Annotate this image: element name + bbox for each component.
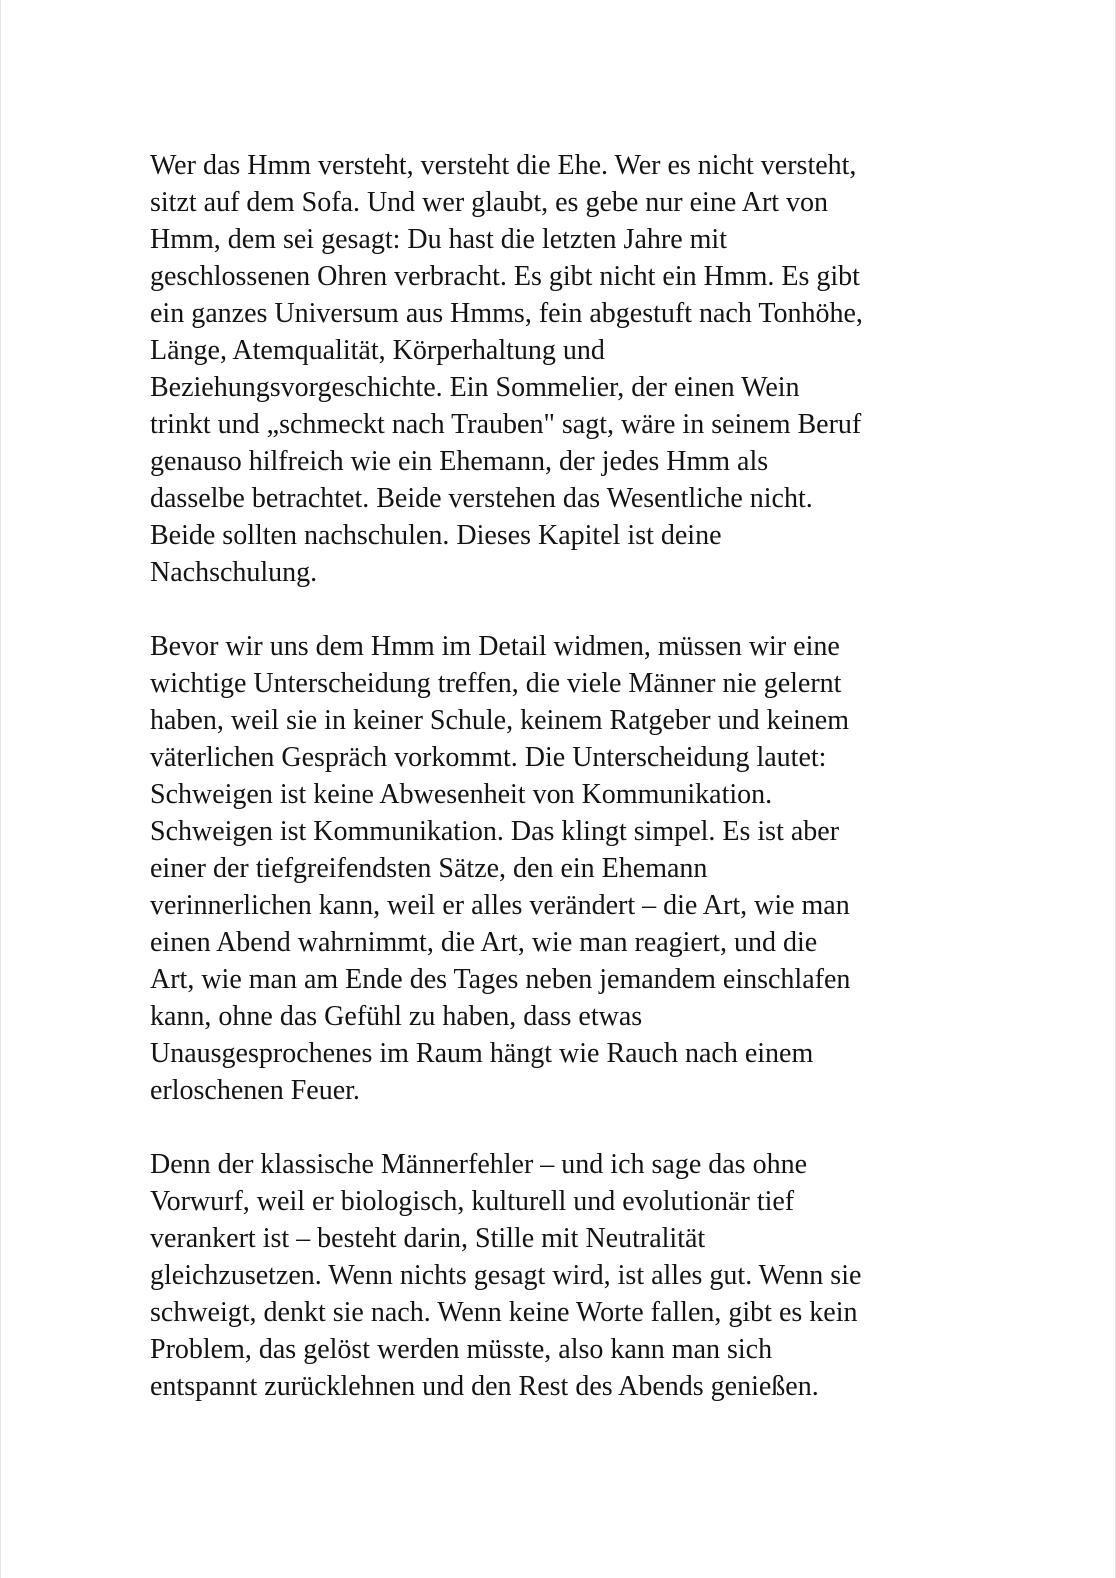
paragraph-spacer (150, 591, 970, 628)
text-line: Vorwurf, weil er biologisch, kulturell und evolutionär tief (150, 1186, 795, 1217)
text-line: sitzt auf dem Sofa. Und wer glaubt, es gebe nur eine Art von (150, 187, 829, 218)
text-line: Schweigen ist Kommunikation. Das klingt simpel. Es ist aber (150, 816, 840, 847)
text-line: Wer das Hmm versteht, versteht die Ehe. Wer es nicht versteht, (150, 150, 857, 181)
text-line: Beziehungsvorgeschichte. Ein Sommelier, der einen Wein (150, 372, 800, 403)
text-line: ein ganzes Universum aus Hmms, fein abgestuft nach Tonhöhe, (150, 298, 863, 329)
text-line: trinkt und „schmeckt nach Trauben" sagt, wäre in seinem Beruf (150, 409, 862, 440)
text-line: entspannt zurücklehnen und den Rest des Abends genießen. (150, 1371, 819, 1402)
paragraph-spacer (150, 1109, 970, 1146)
text-line: Denn der klassische Männerfehler – und ich sage das ohne (150, 1149, 808, 1180)
text-line: kann, ohne das Gefühl zu haben, dass etwas (150, 1001, 643, 1032)
text-line: väterlichen Gespräch vorkommt. Die Unterscheidung lautet: (150, 742, 827, 773)
text-line: Länge, Atemqualität, Körperhaltung und (150, 335, 605, 366)
text-line: Problem, das gelöst werden müsste, also kann man sich (150, 1334, 773, 1365)
text-line: wichtige Unterscheidung treffen, die viele Männer nie gelernt (150, 668, 842, 699)
text-line: gleichzusetzen. Wenn nichts gesagt wird, ist alles gut. Wenn sie (150, 1260, 862, 1291)
body-text (150, 147, 970, 1405)
text-line: haben, weil sie in keiner Schule, keinem Ratgeber und keinem (150, 705, 850, 736)
paragraph-1 (150, 147, 970, 591)
text-line: Hmm, dem sei gesagt: Du hast die letzten Jahre mit (150, 224, 727, 255)
text-line: schweigt, denkt sie nach. Wenn keine Worte fallen, gibt es kein (150, 1297, 858, 1328)
paragraph-2 (150, 628, 970, 1109)
text-line: verinnerlichen kann, weil er alles verändert – die Art, wie man (150, 890, 850, 921)
text-line: Nachschulung. (150, 557, 318, 588)
text-line: Schweigen ist keine Abwesenheit von Kommunikation. (150, 779, 773, 810)
text-line: dasselbe betrachtet. Beide verstehen das Wesentliche nicht. (150, 483, 813, 514)
text-line: Unausgesprochenes im Raum hängt wie Rauch nach einem (150, 1038, 814, 1069)
text-line: geschlossenen Ohren verbracht. Es gibt nicht ein Hmm. Es gibt (150, 261, 860, 292)
text-line: Bevor wir uns dem Hmm im Detail widmen, müssen wir eine (150, 631, 840, 662)
text-line: einen Abend wahrnimmt, die Art, wie man reagiert, und die (150, 927, 818, 958)
text-line: verankert ist – besteht darin, Stille mit Neutralität (150, 1223, 706, 1254)
text-line: erloschenen Feuer. (150, 1075, 360, 1106)
text-line: einer der tiefgreifendsten Sätze, den ein Ehemann (150, 853, 708, 884)
paragraph-3 (150, 1146, 970, 1405)
text-line: Art, wie man am Ende des Tages neben jemandem einschlafen (150, 964, 851, 995)
text-line: Beide sollten nachschulen. Dieses Kapitel ist deine (150, 520, 722, 551)
text-line: genauso hilfreich wie ein Ehemann, der jedes Hmm als (150, 446, 769, 477)
